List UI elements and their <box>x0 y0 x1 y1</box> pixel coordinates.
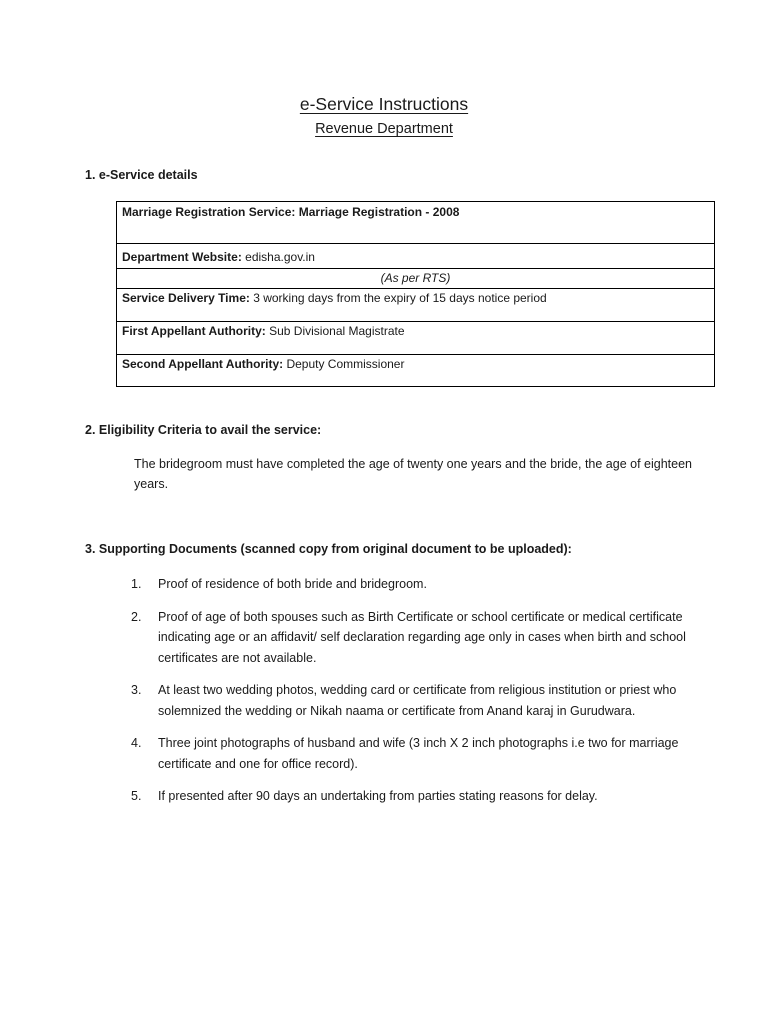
website-separator: : <box>237 250 242 264</box>
list-item-text: Proof of age of both spouses such as Birth Certificate or school certificate or medical certificate indicating age or an affidavit/ self declaration regarding age only in cases when birth and school certificates are not available. <box>158 609 686 665</box>
list-item <box>131 607 691 669</box>
rts-row <box>117 269 714 289</box>
list-item-text: Three joint photographs of husband and wife (3 inch X 2 inch photographs i.e two for marriage certificate and one for office record). <box>158 736 679 771</box>
list-item-number: 5. <box>131 789 142 803</box>
second-appellant-label: Second Appellant Authority: <box>122 357 284 371</box>
first-appellant-value: Sub Divisional Magistrate <box>265 324 405 338</box>
list-item <box>131 786 691 807</box>
eligibility-text: The bridegroom must have completed the age of twenty one years and the bride, the age of eighteen years. <box>134 457 692 491</box>
page-title: e-Service Instructions <box>299 94 469 114</box>
list-item <box>131 574 691 595</box>
website-row <box>117 244 714 269</box>
second-appellant-row <box>117 355 714 386</box>
supporting-documents-list <box>131 574 691 819</box>
list-item-number: 1. <box>131 577 142 591</box>
list-item-text: At least two wedding photos, wedding card or certificate from religious institution or priest who solemnized the wedding or Nikah naama or certificate from Anand karaj in Gurudwara. <box>158 683 677 718</box>
second-appellant-value: Deputy Commissioner <box>283 357 405 371</box>
delivery-time-row <box>117 289 714 322</box>
section-3-heading: 3. Supporting Documents (scanned copy from original document to be uploaded): <box>85 542 572 556</box>
first-appellant-row <box>117 322 714 355</box>
list-item <box>131 680 691 721</box>
eservice-details-table <box>116 201 715 387</box>
list-item-number: 3. <box>131 683 142 697</box>
rts-note: (As per RTS) <box>380 271 451 285</box>
section-2-heading: 2. Eligibility Criteria to avail the service: <box>85 423 322 437</box>
section-1-heading: 1. e-Service details <box>85 168 198 182</box>
list-item-number: 2. <box>131 609 142 624</box>
service-label: Marriage Registration Service: Marriage Registration - 2008 <box>122 205 460 219</box>
page-subtitle: Revenue Department <box>315 121 453 137</box>
list-item-number: 4. <box>131 736 142 750</box>
website-value: edisha.gov.in <box>241 250 315 264</box>
website-label: Department Website <box>122 250 238 264</box>
service-row <box>117 202 714 244</box>
delivery-time-value: 3 working days from the expiry of 15 days notice period <box>249 291 547 305</box>
list-item <box>131 733 691 774</box>
delivery-time-label: Service Delivery Time: <box>122 291 250 305</box>
list-item-text: If presented after 90 days an undertaking from parties stating reasons for delay. <box>158 789 598 803</box>
list-item-text: Proof of residence of both bride and bridegroom. <box>158 577 427 591</box>
first-appellant-label: First Appellant Authority: <box>122 324 266 338</box>
